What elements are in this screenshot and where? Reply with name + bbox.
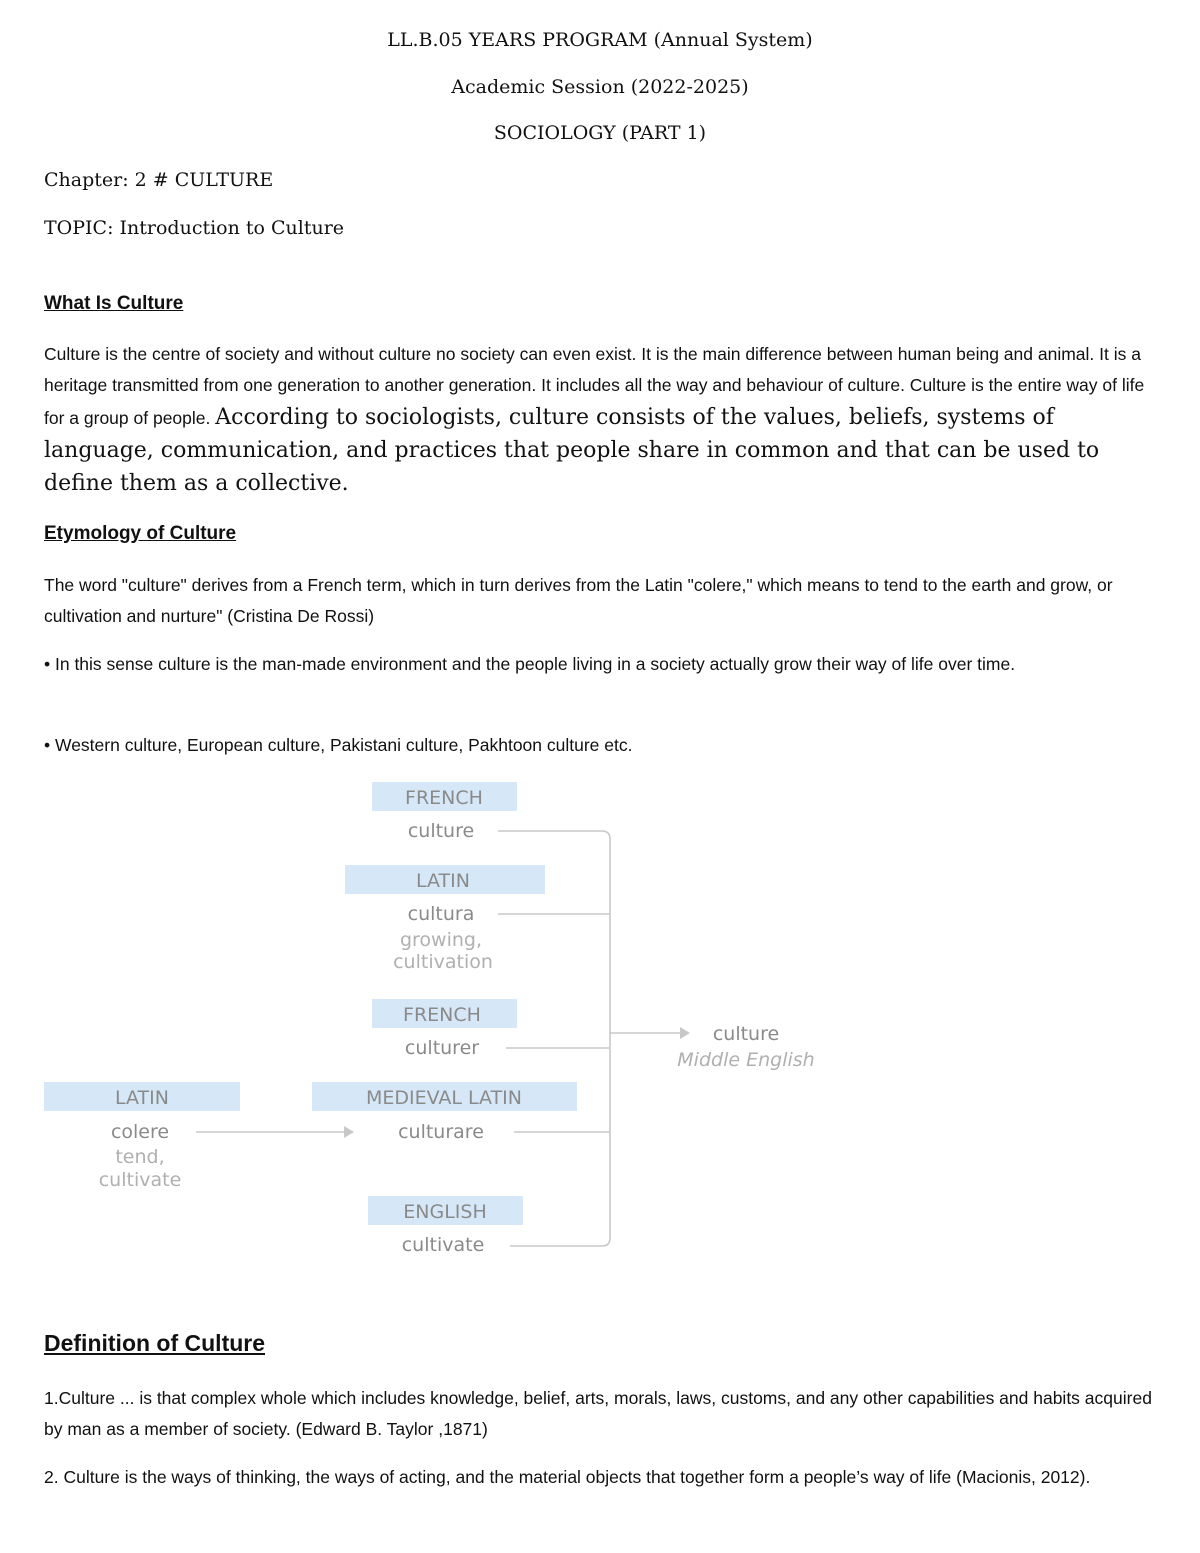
definition-item-2: 2. Culture is the ways of thinking, the ways of acting, and the material objects that together form a people’s way of life (Macionis, 2012).	[44, 1467, 1091, 1487]
topic-title: TOPIC: Introduction to Culture	[44, 217, 345, 239]
label-middle-english: Middle English	[677, 1049, 815, 1071]
gloss-cultivation: cultivation	[393, 951, 493, 973]
word-culture-french: culture	[407, 820, 475, 842]
program-title: LL.B.05 YEARS PROGRAM (Annual System)	[387, 29, 813, 51]
academic-session: Academic Session (2022-2025)	[451, 76, 749, 98]
subject-title: SOCIOLOGY (PART 1)	[493, 122, 707, 144]
word-colere: colere	[110, 1121, 170, 1143]
word-cultura: cultura	[407, 903, 475, 925]
diagram-labels	[99, 787, 815, 1256]
word-cultivate: cultivate	[401, 1234, 485, 1256]
gloss-cultivate: cultivate	[98, 1169, 182, 1191]
gloss-growing: growing,	[399, 929, 483, 951]
label-medieval-latin: MEDIEVAL LATIN	[365, 1087, 523, 1109]
definition-heading: Definition of Culture	[44, 1330, 266, 1356]
what-is-culture-text: Culture is the centre of society and without culture no society can even exist. It is the main difference between human being and animal. It is a heritage transmitted from one generation to another generation. It includes all the way and behaviour of culture. Culture is the entire way of life for a group of people.	[44, 344, 1145, 428]
label-french-2: FRENCH	[403, 1004, 481, 1026]
word-culturare: culturare	[398, 1121, 484, 1143]
what-is-culture-paragraph	[44, 339, 1156, 500]
arrow-culturare-icon	[344, 1126, 354, 1138]
word-culture-result: culture	[712, 1023, 780, 1045]
arrow-result-icon	[680, 1027, 690, 1039]
chapter-title: Chapter: 2 # CULTURE	[44, 169, 274, 191]
word-culturer: culturer	[404, 1037, 480, 1059]
label-latin-1: LATIN	[416, 870, 470, 892]
etymology-heading: Etymology of Culture	[44, 523, 237, 544]
etymology-paragraph: The word "culture" derives from a French term, which in turn derives from the Latin "colere," which means to tend to the earth and grow, or cultivation and nurture" (Cristina De Rossi)	[44, 575, 1113, 626]
definition-item-1: 1.Culture ... is that complex whole which includes knowledge, belief, arts, morals, laws, customs, and any other capabilities and habits acquired by man as a member of society. (Edward B. Taylor ,1871)	[44, 1388, 1152, 1439]
label-latin-origin: LATIN	[115, 1087, 169, 1109]
what-is-culture-heading: What Is Culture	[44, 293, 184, 314]
etymology-bullet-1: • In this sense culture is the man-made environment and the people living in a society actually grow their way of life over time.	[44, 654, 1016, 674]
label-french-1: FRENCH	[405, 787, 483, 809]
gloss-tend: tend,	[115, 1146, 165, 1168]
etymology-diagram	[0, 770, 1200, 1270]
etymology-bullet-2: • Western culture, European culture, Pakistani culture, Pakhtoon culture etc.	[44, 735, 633, 755]
label-english: ENGLISH	[403, 1201, 487, 1223]
sociologists-definition: According to sociologists, culture consists of the values, beliefs, systems of language, communication, and practices that people share in common and that can be used to define them as a collective.	[44, 405, 1100, 496]
